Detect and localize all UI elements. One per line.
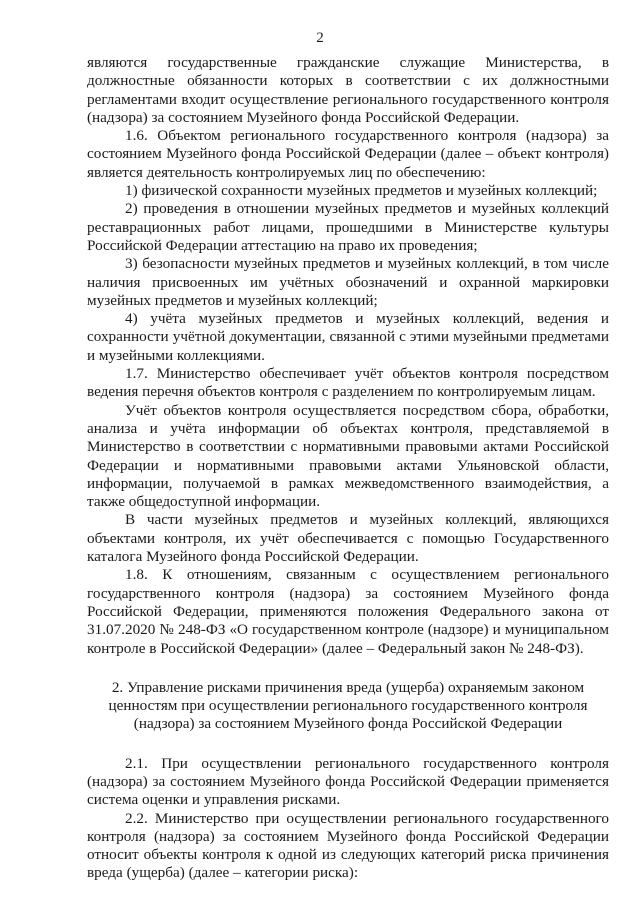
paragraph: являются государственные гражданские служащие Министерства, в должностные обязанности которых в соответствии с их должностными регламентами входит осуществление регионального государственного контроля (надзора) за состоянием Музейного фонда Российской Федерации. — [87, 54, 609, 126]
list-item: 4) учёта музейных предметов и музейных коллекций, ведения и сохранности учётной документации, связанной с этими музейными предметами и музейными коллекциями. — [87, 310, 609, 364]
list-item: 3) безопасности музейных предметов и музейных коллекций, в том числе наличия присвоенных им учётных обозначений и охранной маркировки музейных предметов и музейных коллекций; — [87, 255, 609, 309]
list-item: 2) проведения в отношении музейных предметов и музейных коллекций реставрационных работ лицами, прошедшими в Министерстве культуры Российской Федерации аттестацию на право их проведения; — [87, 200, 609, 254]
document-body — [87, 54, 609, 883]
paragraph: 1.8. К отношениям, связанным с осуществлением регионального государственного контроля (надзора) за состоянием Музейного фонда Российской Федерации, применяются положения Федерального закона от 31.07.2020 № 248-ФЗ «О государственном контроле (надзоре) и муниципальном контроле в Российской Федерации» (далее – Федеральный закон № 248-ФЗ). — [87, 566, 609, 657]
paragraph: В части музейных предметов и музейных коллекций, являющихся объектами контроля, их учёт обеспечивается с помощью Государственного каталога Музейного фонда Российской Федерации. — [87, 511, 609, 566]
section-heading-line: ценностям при осуществлении регионального государственного контроля — [108, 697, 588, 715]
paragraph: 1.6. Объектом регионального государственного контроля (надзора) за состоянием Музейного фонда Российской Федерации (далее – объект контроля) является деятельность контролируемых лиц по обеспечению: — [87, 127, 609, 181]
paragraph: 1.7. Министерство обеспечивает учёт объектов контроля посредством ведения перечня объектов контроля с разделением по контролируемым лицам. — [87, 365, 609, 401]
list-item: 1) физической сохранности музейных предметов и музейных коллекций; — [125, 182, 598, 200]
paragraph: Учёт объектов контроля осуществляется посредством сбора, обработки, анализа и учёта информации об объектах контроля, представляемой в Министерство в соответствии с нормативными правовыми актами Российской Федерации и нормативными правовыми актами Ульяновской области, информации, получаемой в рамках межведомственного взаимодействия, а также общедоступной информации. — [87, 401, 609, 511]
section-heading-line: 2. Управление рисками причинения вреда (ущерба) охраняемым законом — [111, 678, 585, 696]
page-number: 2 — [316, 30, 324, 46]
section-heading — [87, 679, 609, 734]
section-heading-line: (надзора) за состоянием Музейного фонда Российской Федерации — [133, 715, 563, 733]
paragraph: 2.2. Министерство при осуществлении регионального государственного контроля (надзора) за состоянием Музейного фонда Российской Федерации относит объекты контроля к одной из следующих категорий риска причинения вреда (ущерба) (далее – категории риска): — [87, 809, 609, 882]
paragraph: 2.1. При осуществлении регионального государственного контроля (надзора) за состоянием Музейного фонда Российской Федерации применяется система оценки и управления рисками. — [87, 754, 609, 809]
